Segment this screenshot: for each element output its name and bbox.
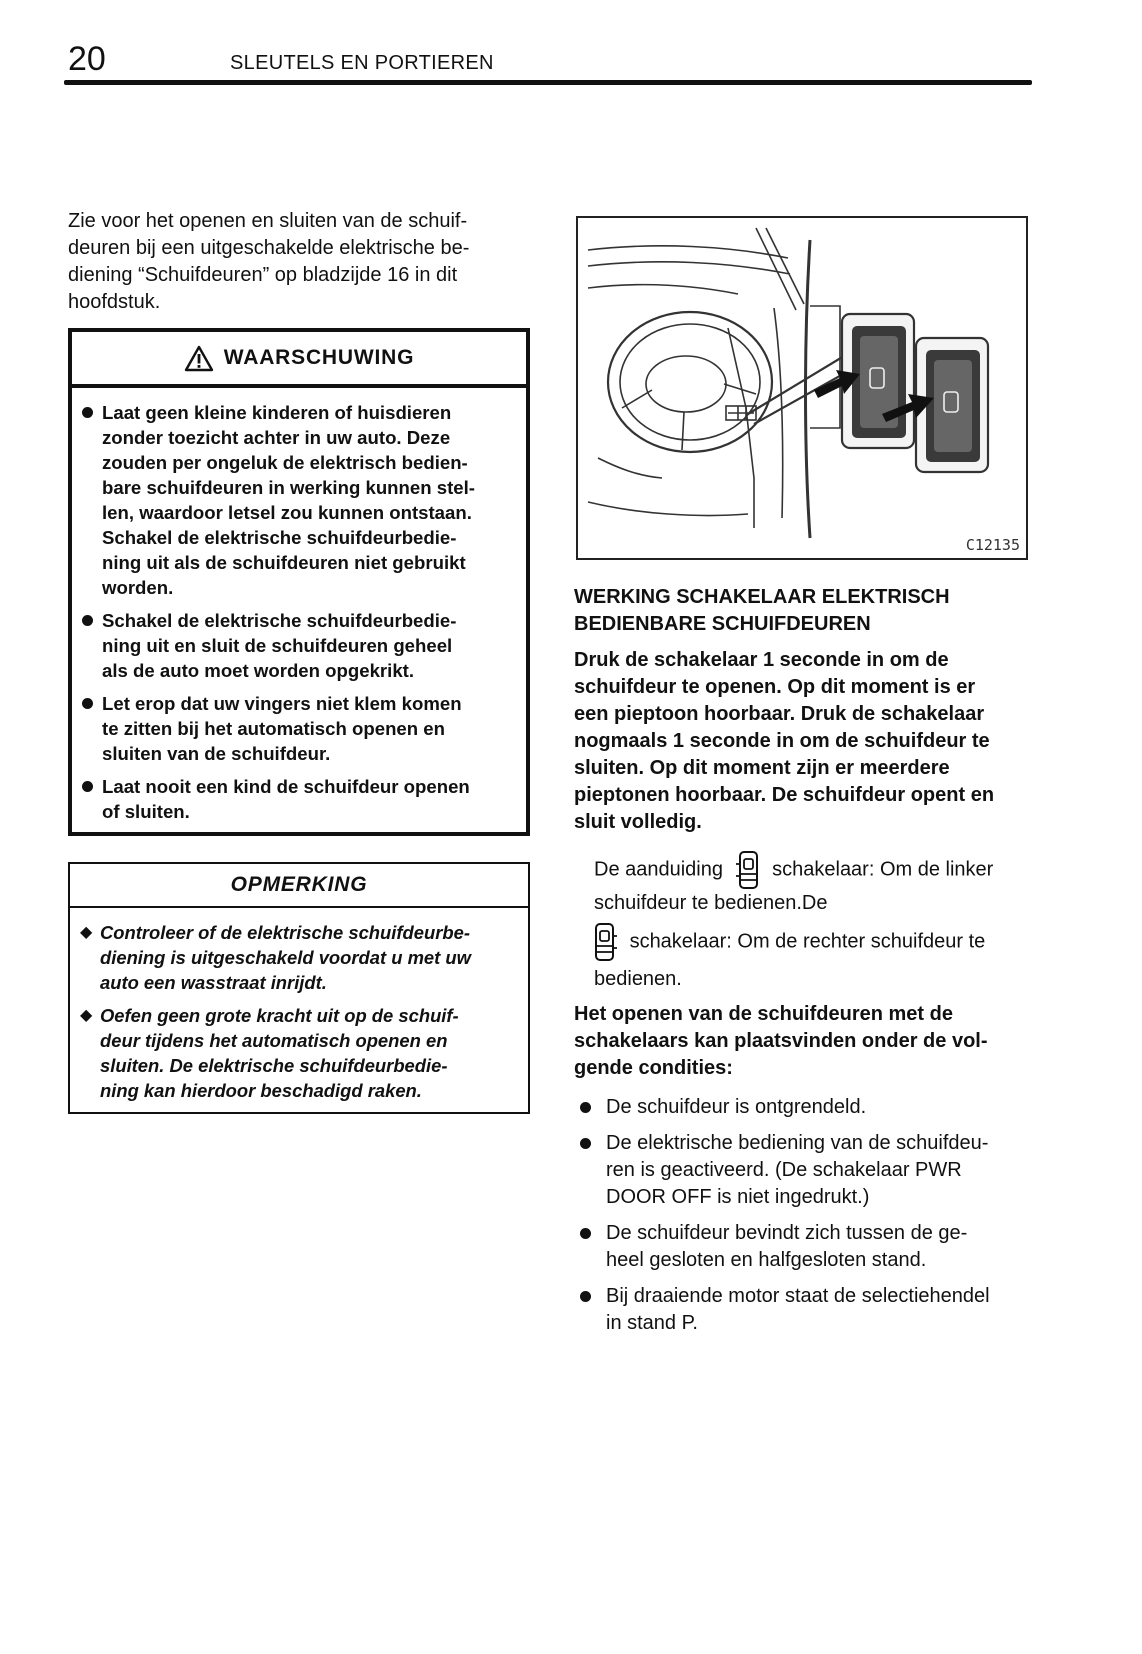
note-line: auto een wasstraat inrijdt. [100,972,327,993]
condition-line: in stand P. [606,1312,698,1334]
condition-line: De elektrische bediening van de schuifdeu- [606,1132,989,1154]
warning-line: ning uit als de schuifdeuren niet gebruikt [102,552,466,573]
warning-item [80,691,526,766]
indicator-line-2: schuifdeur te bedienen.De [594,892,828,914]
paragraph-line: sluit volledig. [574,811,702,833]
condition-line: DOOR OFF is niet ingedrukt.) [606,1186,870,1208]
bullet-icon [580,1138,591,1149]
paragraph-line: schuifdeur te openen. Op dit moment is er [574,676,976,698]
warning-item [80,608,526,683]
intro-paragraph [68,208,530,316]
diamond-bullet-icon: ◆ [80,924,93,941]
indicator-text: schakelaar: Om de rechter schuifdeur te [629,930,986,953]
note-item [78,920,528,995]
intro-line: diening “Schuifdeuren” op bladzijde 16 in dit [68,264,458,286]
condition-line: De schuifdeur bevindt zich tussen de ge- [606,1222,968,1244]
warning-line: als de auto moet worden opgekrikt. [102,660,415,681]
warning-line: te zitten bij het automatisch openen en [102,718,445,739]
bullet-icon [580,1228,591,1239]
warning-line: Schakel de elektrische schuifdeurbedie- [102,527,457,548]
warning-title: WAARSCHUWING [223,346,415,369]
warning-line: zouden per ongeluk de elektrisch bedien- [102,452,468,473]
indicator-text: De aanduiding [594,858,723,881]
indicator-line-1 [594,850,993,890]
condition-item [574,1220,1036,1274]
bullet-icon [580,1291,591,1302]
diamond-bullet-icon: ◆ [80,1007,93,1024]
switch-operation-paragraph [574,647,1036,836]
bullet-icon [82,615,93,626]
section-heading [574,584,1034,638]
bullet-icon [82,407,93,418]
right-sliding-door-icon [592,922,618,962]
warning-line: of sluiten. [102,801,190,822]
warning-item [80,400,526,600]
note-list [70,908,528,1103]
paragraph-line: een pieptoon hoorbaar. Druk de schakelaar [574,703,985,725]
warning-line: worden. [102,577,174,598]
dashboard-switch-drawing [578,218,1026,558]
warning-line: Laat geen kleine kinderen of huisdieren [102,402,452,423]
heading-line: WERKING SCHAKELAAR ELEKTRISCH [574,586,950,608]
intro-line: hoofdstuk. [68,291,161,313]
conditions-list [574,1094,1036,1346]
condition-item [574,1094,1036,1121]
warning-list [72,388,526,824]
intro-line: Zie voor het openen en sluiten van de schuif- [68,210,468,232]
warning-triangle-icon [184,345,214,372]
paragraph-line: Druk de schakelaar 1 seconde in om de [574,649,949,671]
warning-line: sluiten van de schuifdeur. [102,743,331,764]
note-line: Controleer of de elektrische schuifdeurbe- [100,922,470,943]
warning-box [68,328,530,836]
indicator-line-3 [586,922,985,962]
warning-line: len, waardoor letsel zou kunnen ontstaan. [102,502,472,523]
paragraph-line: pieptonen hoorbaar. De schuifdeur opent en [574,784,995,806]
note-line: ning kan hierdoor beschadigd raken. [100,1080,422,1101]
warning-line: Laat nooit een kind de schuifdeur openen [102,776,470,797]
note-line: diening is uitgeschakeld voordat u met uw [100,947,471,968]
warning-line: ning uit en sluit de schuifdeuren geheel [102,635,453,656]
intro-line: deuren bij een uitgeschakelde elektrische be- [68,237,470,259]
conditions-intro-line: schakelaars kan plaatsvinden onder de vol- [574,1030,988,1052]
paragraph-line: sluiten. Op dit moment zijn er meerdere [574,757,950,779]
warning-header [72,332,526,388]
condition-line: heel gesloten en halfgesloten stand. [606,1249,927,1271]
condition-item [574,1283,1036,1337]
note-item [78,1003,528,1103]
left-sliding-door-icon [735,850,761,890]
page-number: 20 [68,40,106,78]
warning-line: Let erop dat uw vingers niet klem komen [102,693,462,714]
paragraph-line: nogmaals 1 seconde in om de schuifdeur te [574,730,990,752]
warning-line: zonder toezicht achter in uw auto. Deze [102,427,451,448]
condition-line: De schuifdeur is ontgrendeld. [606,1096,867,1118]
conditions-intro-line: gende condities: [574,1057,733,1079]
warning-line: bare schuifdeuren in werking kunnen stel- [102,477,475,498]
bullet-icon [82,698,93,709]
indicator-text: schakelaar: Om de linker [772,858,994,881]
condition-line: Bij draaiende motor staat de selectiehendel [606,1285,990,1307]
bullet-icon [580,1102,591,1113]
conditions-intro-line: Het openen van de schuifdeuren met de [574,1003,953,1025]
header-rule [64,80,1032,85]
note-line: sluiten. De elektrische schuifdeurbedie- [100,1055,448,1076]
warning-item [80,774,526,824]
note-line: Oefen geen grote kracht uit op de schuif- [100,1005,459,1026]
note-header: OPMERKING [70,864,528,908]
note-line: deur tijdens het automatisch openen en [100,1030,448,1051]
figure-code: C12135 [965,536,1020,554]
condition-item [574,1130,1036,1211]
warning-line: Schakel de elektrische schuifdeurbedie- [102,610,457,631]
dashboard-illustration [576,216,1028,560]
indicator-line-4: bedienen. [594,968,682,990]
note-box [68,862,530,1114]
bullet-icon [82,781,93,792]
heading-line: BEDIENBARE SCHUIFDEUREN [574,613,871,635]
conditions-intro [574,1001,1036,1082]
condition-line: ren is geactiveerd. (De schakelaar PWR [606,1159,962,1181]
chapter-title: SLEUTELS EN PORTIEREN [230,52,494,74]
